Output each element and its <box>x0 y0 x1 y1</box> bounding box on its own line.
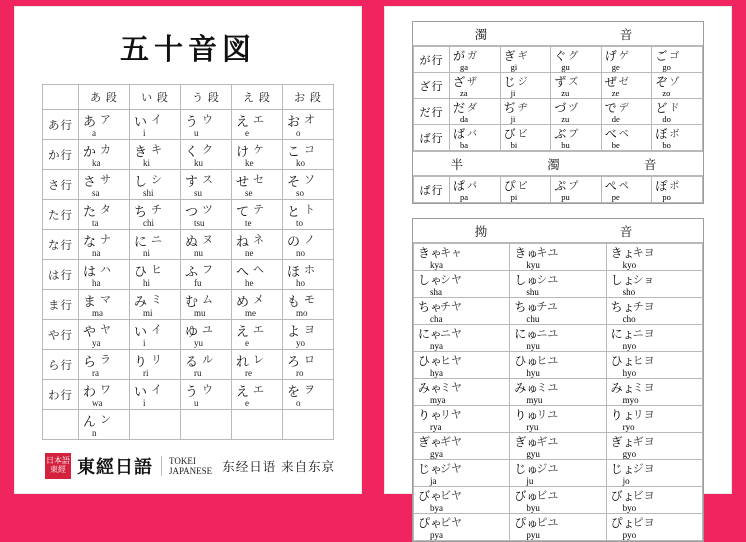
gojuon-cell: を ヲ o <box>283 380 334 410</box>
handakuten-title-right: 音 <box>606 151 703 176</box>
yoon-cell: ぎゅ ギユ gyu <box>510 433 606 460</box>
gojuon-cell: ゆ ユ yu <box>181 320 232 350</box>
yoon-cell: きょ キヨ kyo <box>606 244 702 271</box>
yoon-row <box>414 379 703 406</box>
yoon-cell: りゅ リユ ryu <box>510 406 606 433</box>
gojuon-row <box>43 230 334 260</box>
gojuon-cell: う ウ u <box>181 380 232 410</box>
gojuon-cell: へ ヘ he <box>232 260 283 290</box>
gojuon-row-label: さ行 <box>43 170 79 200</box>
gojuon-chart-page <box>14 6 362 494</box>
gojuon-corner-cell <box>43 85 79 110</box>
dakuten-cell: ど ド do <box>652 99 703 125</box>
yoon-row <box>414 487 703 514</box>
yoon-cell: しょ ショ sho <box>606 271 702 298</box>
dakuten-cell: ぞ ゾ zo <box>652 73 703 99</box>
gojuon-cell: き キ ki <box>130 140 181 170</box>
gojuon-row <box>43 290 334 320</box>
gojuon-cell: さ サ sa <box>79 170 130 200</box>
yoon-row <box>414 244 703 271</box>
dakuten-title-left: 濁 <box>413 22 558 46</box>
dakuten-cell: ご ゴ go <box>652 47 703 73</box>
yoon-cell: じゅ ジユ ju <box>510 460 606 487</box>
gojuon-row-label: あ行 <box>43 110 79 140</box>
yoon-cell: しゅ シユ shu <box>510 271 606 298</box>
gojuon-cell: く ク ku <box>181 140 232 170</box>
yoon-table <box>413 243 703 541</box>
yoon-cell: じょ ジヨ jo <box>606 460 702 487</box>
gojuon-row-label: や行 <box>43 320 79 350</box>
handakuten-cell: ぱ パ pa <box>450 177 501 203</box>
dakuten-row <box>414 47 703 73</box>
gojuon-cell: や ヤ ya <box>79 320 130 350</box>
dakuten-row-label: が行 <box>414 47 450 73</box>
gojuon-row-label: ま行 <box>43 290 79 320</box>
gojuon-cell: ら ラ ra <box>79 350 130 380</box>
yoon-title-left: 拗 <box>413 219 558 243</box>
dakuten-table <box>413 46 703 151</box>
gojuon-cell: え エ e <box>232 380 283 410</box>
dakuten-cell: じ ジ ji <box>500 73 551 99</box>
gojuon-col-header: お 段 <box>283 85 334 110</box>
dakuten-section <box>412 21 704 204</box>
dakuten-cell: で デ de <box>601 99 652 125</box>
gojuon-cell: ほ ホ ho <box>283 260 334 290</box>
dakuten-cell: ぜ ゼ ze <box>601 73 652 99</box>
handakuten-cell: ぴ ピ pi <box>500 177 551 203</box>
gojuon-cell <box>283 410 334 440</box>
handakuten-title-mid: 濁 <box>510 151 607 176</box>
gojuon-cell: ぬ ヌ nu <box>181 230 232 260</box>
yoon-cell: ひょ ヒヨ hyo <box>606 352 702 379</box>
gojuon-cell: す ス su <box>181 170 232 200</box>
dakuten-cell: だ ダ da <box>450 99 501 125</box>
gojuon-cell: む ム mu <box>181 290 232 320</box>
gojuon-cell: り リ ri <box>130 350 181 380</box>
gojuon-row-label: ら行 <box>43 350 79 380</box>
handakuten-cell: ぺ ペ pe <box>601 177 652 203</box>
yoon-row <box>414 514 703 541</box>
brand-tagline: 东经日语 来自东京 <box>222 459 336 474</box>
gojuon-cell: い イ i <box>130 380 181 410</box>
gojuon-cell: つ ツ tsu <box>181 200 232 230</box>
dakuten-title-row <box>413 22 703 46</box>
yoon-cell: びょ ビヨ byo <box>606 487 702 514</box>
gojuon-row-label: な行 <box>43 230 79 260</box>
yoon-row <box>414 298 703 325</box>
gojuon-row <box>43 140 334 170</box>
gojuon-cell: か カ ka <box>79 140 130 170</box>
handakuten-title-left: 半 <box>413 151 510 176</box>
gojuon-cell: え エ e <box>232 110 283 140</box>
yoon-cell: きゃ キャ kya <box>414 244 510 271</box>
gojuon-cell: け ケ ke <box>232 140 283 170</box>
yoon-cell: ちゅ チユ chu <box>510 298 606 325</box>
yoon-cell: びゅ ビユ byu <box>510 487 606 514</box>
gojuon-cell: ふ フ fu <box>181 260 232 290</box>
gojuon-row <box>43 410 334 440</box>
gojuon-row <box>43 350 334 380</box>
gojuon-cell: い イ i <box>130 110 181 140</box>
gojuon-cell: こ コ ko <box>283 140 334 170</box>
tokei-logo-icon: 日本語 東經 <box>45 453 71 479</box>
dakuten-cell: び ビ bi <box>500 125 551 151</box>
gojuon-cell: る ル ru <box>181 350 232 380</box>
dakuten-cell: ず ズ zu <box>551 73 602 99</box>
dakuten-row-label: だ行 <box>414 99 450 125</box>
gojuon-col-header: い 段 <box>130 85 181 110</box>
gojuon-cell: ひ ヒ hi <box>130 260 181 290</box>
yoon-cell: ちょ チヨ cho <box>606 298 702 325</box>
page-title: 五十音図 <box>119 32 256 66</box>
gojuon-col-header: あ 段 <box>79 85 130 110</box>
yoon-cell: しゃ シヤ sha <box>414 271 510 298</box>
dakuten-row <box>414 125 703 151</box>
handakuten-cell: ぷ プ pu <box>551 177 602 203</box>
yoon-row <box>414 406 703 433</box>
dakuten-cell: ば バ ba <box>450 125 501 151</box>
handakuten-row <box>414 177 703 203</box>
gojuon-row <box>43 170 334 200</box>
brand-footer <box>45 453 335 479</box>
yoon-row <box>414 325 703 352</box>
handakuten-table <box>413 176 703 203</box>
dakuten-cell: べ ベ be <box>601 125 652 151</box>
dakuten-cell: が ガ ga <box>450 47 501 73</box>
dakuten-row-label: ば行 <box>414 125 450 151</box>
yoon-cell: りょ リヨ ryo <box>606 406 702 433</box>
yoon-cell: ぴゃ ピヤ pya <box>414 514 510 541</box>
gojuon-cell: も モ mo <box>283 290 334 320</box>
yoon-cell: みょ ミヨ myo <box>606 379 702 406</box>
yoon-row <box>414 433 703 460</box>
gojuon-cell: め メ me <box>232 290 283 320</box>
brand-name-en-line2: JAPANESE <box>169 466 213 476</box>
yoon-cell: みゃ ミヤ mya <box>414 379 510 406</box>
yoon-cell: きゅ キユ kyu <box>510 244 606 271</box>
gojuon-cell: み ミ mi <box>130 290 181 320</box>
yoon-row <box>414 271 703 298</box>
gojuon-cell: お オ o <box>283 110 334 140</box>
dakuten-cell: げ ゲ ge <box>601 47 652 73</box>
gojuon-cell: に ニ ni <box>130 230 181 260</box>
yoon-title-right: 音 <box>558 219 703 243</box>
yoon-cell: ぎょ ギヨ gyo <box>606 433 702 460</box>
gojuon-row-label: は行 <box>43 260 79 290</box>
gojuon-table <box>42 84 334 440</box>
handakuten-cell: ぽ ポ po <box>652 177 703 203</box>
yoon-cell: りゃ リヤ rya <box>414 406 510 433</box>
gojuon-row <box>43 260 334 290</box>
yoon-cell: にょ ニヨ nyo <box>606 325 702 352</box>
gojuon-row-label: わ行 <box>43 380 79 410</box>
yoon-section <box>412 218 704 542</box>
handakuten-title-row <box>413 151 703 176</box>
dakuten-row <box>414 73 703 99</box>
gojuon-cell: は ハ ha <box>79 260 130 290</box>
gojuon-cell: ろ ロ ro <box>283 350 334 380</box>
gojuon-row-label: か行 <box>43 140 79 170</box>
yoon-title-row <box>413 219 703 243</box>
gojuon-row <box>43 380 334 410</box>
dakuten-yoon-chart-page <box>384 6 732 540</box>
dakuten-row-label: ざ行 <box>414 73 450 99</box>
brand-name-en <box>161 456 212 476</box>
gojuon-header-row <box>43 85 334 110</box>
gojuon-cell: せ セ se <box>232 170 283 200</box>
dakuten-cell: ぶ ブ bu <box>551 125 602 151</box>
gojuon-cell: ね ネ ne <box>232 230 283 260</box>
gojuon-row-label <box>43 410 79 440</box>
gojuon-cell: う ウ u <box>181 110 232 140</box>
gojuon-cell <box>130 410 181 440</box>
gojuon-cell: と ト to <box>283 200 334 230</box>
gojuon-cell: い イ i <box>130 320 181 350</box>
yoon-cell: にゅ ニユ nyu <box>510 325 606 352</box>
dakuten-cell: ぼ ボ bo <box>652 125 703 151</box>
gojuon-cell: ん ン n <box>79 410 130 440</box>
gojuon-col-header: う 段 <box>181 85 232 110</box>
yoon-cell: じゃ ジヤ ja <box>414 460 510 487</box>
dakuten-cell: ぐ グ gu <box>551 47 602 73</box>
dakuten-cell: づ ヅ zu <box>551 99 602 125</box>
gojuon-row <box>43 320 334 350</box>
gojuon-cell: れ レ re <box>232 350 283 380</box>
yoon-cell: ちゃ チヤ cha <box>414 298 510 325</box>
brand-name-en-line1: TOKEI <box>169 456 196 466</box>
gojuon-cell: よ ヨ yo <box>283 320 334 350</box>
yoon-cell: ぴょ ピヨ pyo <box>606 514 702 541</box>
gojuon-row-label: た行 <box>43 200 79 230</box>
dakuten-cell: ぢ ヂ ji <box>500 99 551 125</box>
dakuten-cell: ぎ ギ gi <box>500 47 551 73</box>
yoon-row <box>414 460 703 487</box>
yoon-cell: ひゅ ヒユ hyu <box>510 352 606 379</box>
yoon-cell: みゅ ミユ myu <box>510 379 606 406</box>
gojuon-cell: そ ソ so <box>283 170 334 200</box>
gojuon-cell: あ ア a <box>79 110 130 140</box>
gojuon-cell <box>232 410 283 440</box>
gojuon-cell: て テ te <box>232 200 283 230</box>
yoon-cell: ぴゅ ピユ pyu <box>510 514 606 541</box>
yoon-cell: ひゃ ヒヤ hya <box>414 352 510 379</box>
dakuten-title-right: 音 <box>558 22 703 46</box>
gojuon-cell: な ナ na <box>79 230 130 260</box>
gojuon-cell: わ ワ wa <box>79 380 130 410</box>
gojuon-cell <box>181 410 232 440</box>
yoon-cell: びゃ ビヤ bya <box>414 487 510 514</box>
gojuon-cell: ち チ chi <box>130 200 181 230</box>
handakuten-row-label: ぱ行 <box>414 177 450 203</box>
gojuon-cell: の ノ no <box>283 230 334 260</box>
gojuon-cell: え エ e <box>232 320 283 350</box>
dakuten-row <box>414 99 703 125</box>
gojuon-cell: ま マ ma <box>79 290 130 320</box>
yoon-row <box>414 352 703 379</box>
gojuon-cell: し シ shi <box>130 170 181 200</box>
gojuon-col-header: え 段 <box>232 85 283 110</box>
gojuon-row <box>43 200 334 230</box>
yoon-cell: にゃ ニヤ nya <box>414 325 510 352</box>
yoon-cell: ぎゃ ギヤ gya <box>414 433 510 460</box>
brand-name-cn: 東經日語 <box>77 457 153 478</box>
dakuten-cell: ざ ザ za <box>450 73 501 99</box>
gojuon-cell: た タ ta <box>79 200 130 230</box>
gojuon-row <box>43 110 334 140</box>
